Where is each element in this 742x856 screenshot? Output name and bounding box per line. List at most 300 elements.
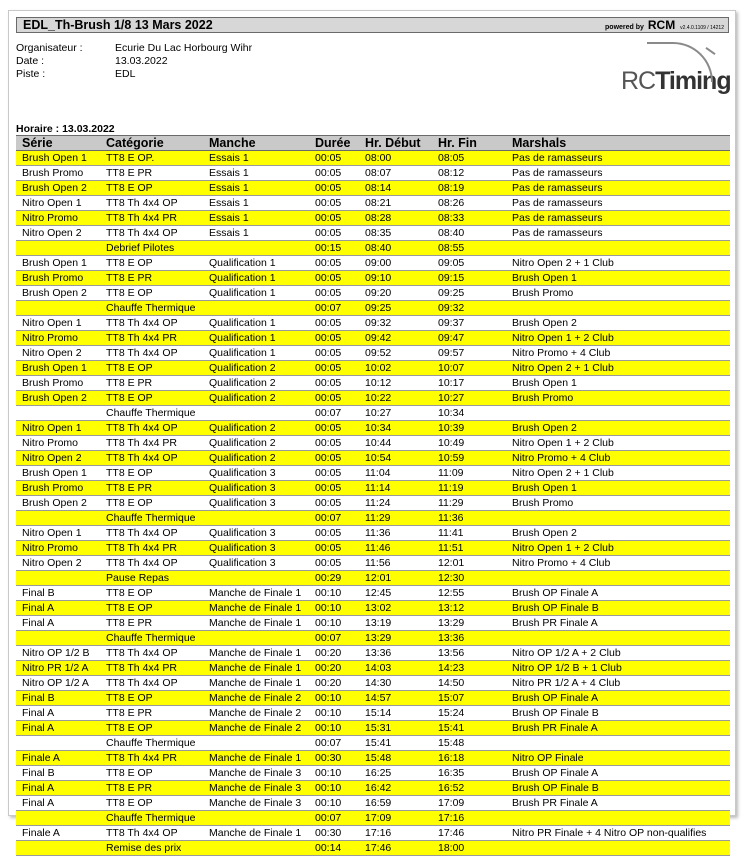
- hr-fin-cell: 18:00: [432, 841, 506, 856]
- hr-fin-cell: 09:05: [432, 256, 506, 271]
- marshals-cell: Nitro PR Finale + 4 Nitro OP non-qualifies: [506, 826, 730, 841]
- table-row: [16, 766, 730, 781]
- marshals-cell: Brush PR Finale A: [506, 616, 730, 631]
- marshals-cell: Brush PR Finale A: [506, 721, 730, 736]
- duree-cell: 00:05: [309, 181, 359, 196]
- serie-cell: Nitro Open 1: [16, 316, 100, 331]
- hr-fin-cell: 08:40: [432, 226, 506, 241]
- duree-cell: 00:05: [309, 271, 359, 286]
- categorie-cell: TT8 Th 4x4 OP: [100, 826, 203, 841]
- manche-cell: Qualification 3: [203, 526, 309, 541]
- marshals-cell: Nitro OP Finale: [506, 751, 730, 766]
- categorie-cell: TT8 Th 4x4 PR: [100, 661, 203, 676]
- column-header-duree: Durée: [309, 136, 359, 151]
- serie-cell: Brush Open 2: [16, 391, 100, 406]
- column-header-hr-fin: Hr. Fin: [432, 136, 506, 151]
- duree-cell: 00:10: [309, 766, 359, 781]
- categorie-cell: Chauffe Thermique: [100, 736, 203, 751]
- duree-cell: 00:05: [309, 256, 359, 271]
- serie-cell: Brush Promo: [16, 376, 100, 391]
- table-row: [16, 661, 730, 676]
- duree-cell: 00:05: [309, 361, 359, 376]
- hr-fin-cell: 11:09: [432, 466, 506, 481]
- manche-cell: Qualification 1: [203, 256, 309, 271]
- duree-cell: 00:05: [309, 316, 359, 331]
- table-row: [16, 631, 730, 646]
- serie-cell: Finale A: [16, 826, 100, 841]
- categorie-cell: TT8 Th 4x4 OP: [100, 556, 203, 571]
- column-header-marshals: Marshals: [506, 136, 730, 151]
- serie-cell: [16, 571, 100, 586]
- duree-cell: 00:05: [309, 211, 359, 226]
- categorie-cell: TT8 Th 4x4 OP: [100, 346, 203, 361]
- manche-cell: Manche de Finale 1: [203, 646, 309, 661]
- table-row: [16, 241, 730, 256]
- manche-cell: Qualification 1: [203, 346, 309, 361]
- categorie-cell: TT8 E PR: [100, 706, 203, 721]
- marshals-cell: Pas de ramasseurs: [506, 166, 730, 181]
- table-row: [16, 361, 730, 376]
- hr-debut-cell: 10:12: [359, 376, 432, 391]
- serie-cell: Nitro Open 1: [16, 421, 100, 436]
- marshals-cell: Brush Promo: [506, 286, 730, 301]
- manche-cell: Manche de Finale 1: [203, 601, 309, 616]
- hr-fin-cell: 11:19: [432, 481, 506, 496]
- hr-fin-cell: 09:32: [432, 301, 506, 316]
- hr-fin-cell: 13:36: [432, 631, 506, 646]
- manche-cell: Manche de Finale 3: [203, 766, 309, 781]
- serie-cell: Nitro Promo: [16, 331, 100, 346]
- manche-cell: Qualification 3: [203, 496, 309, 511]
- categorie-cell: Chauffe Thermique: [100, 811, 203, 826]
- duree-cell: 00:10: [309, 781, 359, 796]
- hr-debut-cell: 11:36: [359, 526, 432, 541]
- hr-fin-cell: 10:17: [432, 376, 506, 391]
- categorie-cell: Chauffe Thermique: [100, 406, 203, 421]
- hr-debut-cell: 09:32: [359, 316, 432, 331]
- marshals-cell: Nitro Open 1 + 2 Club: [506, 331, 730, 346]
- marshals-cell: Nitro Open 2 + 1 Club: [506, 466, 730, 481]
- hr-debut-cell: 16:25: [359, 766, 432, 781]
- duree-cell: 00:05: [309, 151, 359, 166]
- categorie-cell: TT8 E OP: [100, 181, 203, 196]
- serie-cell: Final A: [16, 781, 100, 796]
- hr-debut-cell: 13:36: [359, 646, 432, 661]
- info-value: Ecurie Du Lac Horbourg Wihr: [115, 42, 253, 54]
- manche-cell: Manche de Finale 3: [203, 781, 309, 796]
- table-row: [16, 286, 730, 301]
- marshals-cell: Brush Open 2: [506, 316, 730, 331]
- manche-cell: Qualification 2: [203, 451, 309, 466]
- hr-fin-cell: 15:48: [432, 736, 506, 751]
- marshals-cell: Brush Promo: [506, 391, 730, 406]
- hr-fin-cell: 11:36: [432, 511, 506, 526]
- hr-debut-cell: 11:04: [359, 466, 432, 481]
- table-row: [16, 316, 730, 331]
- hr-fin-cell: 09:47: [432, 331, 506, 346]
- powered-by-label: powered by: [605, 24, 644, 31]
- serie-cell: Brush Open 2: [16, 286, 100, 301]
- duree-cell: 00:29: [309, 571, 359, 586]
- categorie-cell: Chauffe Thermique: [100, 631, 203, 646]
- serie-cell: [16, 811, 100, 826]
- hr-fin-cell: 13:29: [432, 616, 506, 631]
- categorie-cell: TT8 E OP: [100, 586, 203, 601]
- marshals-cell: Nitro PR 1/2 A + 4 Club: [506, 676, 730, 691]
- hr-debut-cell: 16:42: [359, 781, 432, 796]
- table-row: [16, 196, 730, 211]
- manche-cell: [203, 301, 309, 316]
- serie-cell: [16, 511, 100, 526]
- categorie-cell: TT8 E PR: [100, 781, 203, 796]
- categorie-cell: TT8 Th 4x4 OP: [100, 316, 203, 331]
- serie-cell: Brush Open 1: [16, 361, 100, 376]
- duree-cell: 00:07: [309, 631, 359, 646]
- table-row: [16, 151, 730, 166]
- table-row: [16, 706, 730, 721]
- hr-debut-cell: 15:48: [359, 751, 432, 766]
- categorie-cell: Pause Repas: [100, 571, 203, 586]
- manche-cell: Manche de Finale 1: [203, 616, 309, 631]
- hr-fin-cell: 08:05: [432, 151, 506, 166]
- marshals-cell: Nitro Promo + 4 Club: [506, 346, 730, 361]
- table-row: [16, 691, 730, 706]
- report-title: EDL_Th-Brush 1/8 13 Mars 2022: [23, 18, 213, 32]
- categorie-cell: TT8 Th 4x4 OP: [100, 451, 203, 466]
- hr-fin-cell: 10:39: [432, 421, 506, 436]
- serie-cell: Nitro Promo: [16, 211, 100, 226]
- serie-cell: Final B: [16, 691, 100, 706]
- serie-cell: Brush Promo: [16, 481, 100, 496]
- marshals-cell: [506, 571, 730, 586]
- table-row: [16, 736, 730, 751]
- marshals-cell: Brush PR Finale A: [506, 796, 730, 811]
- hr-debut-cell: 10:34: [359, 421, 432, 436]
- marshals-cell: Pas de ramasseurs: [506, 211, 730, 226]
- categorie-cell: TT8 E PR: [100, 166, 203, 181]
- hr-debut-cell: 09:52: [359, 346, 432, 361]
- hr-fin-cell: 16:35: [432, 766, 506, 781]
- marshals-cell: Nitro OP 1/2 A + 2 Club: [506, 646, 730, 661]
- table-row: [16, 496, 730, 511]
- marshals-cell: Brush Open 1: [506, 376, 730, 391]
- hr-fin-cell: 12:55: [432, 586, 506, 601]
- manche-cell: [203, 241, 309, 256]
- rcm-brand: RCM: [647, 18, 676, 32]
- hr-fin-cell: 16:52: [432, 781, 506, 796]
- duree-cell: 00:10: [309, 586, 359, 601]
- marshals-cell: Brush Open 2: [506, 421, 730, 436]
- serie-cell: Final A: [16, 796, 100, 811]
- hr-debut-cell: 09:10: [359, 271, 432, 286]
- hr-fin-cell: 11:41: [432, 526, 506, 541]
- manche-cell: Qualification 1: [203, 331, 309, 346]
- marshals-cell: [506, 241, 730, 256]
- hr-fin-cell: 10:27: [432, 391, 506, 406]
- hr-debut-cell: 08:35: [359, 226, 432, 241]
- duree-cell: 00:30: [309, 826, 359, 841]
- manche-cell: Manche de Finale 1: [203, 676, 309, 691]
- manche-cell: Qualification 3: [203, 556, 309, 571]
- serie-cell: Nitro Open 2: [16, 451, 100, 466]
- hr-fin-cell: 17:09: [432, 796, 506, 811]
- duree-cell: 00:07: [309, 736, 359, 751]
- hr-fin-cell: 16:18: [432, 751, 506, 766]
- categorie-cell: TT8 Th 4x4 OP: [100, 421, 203, 436]
- duree-cell: 00:05: [309, 391, 359, 406]
- hr-debut-cell: 10:22: [359, 391, 432, 406]
- table-row: [16, 421, 730, 436]
- hr-debut-cell: 16:59: [359, 796, 432, 811]
- hr-debut-cell: 17:46: [359, 841, 432, 856]
- categorie-cell: TT8 E OP: [100, 286, 203, 301]
- duree-cell: 00:05: [309, 421, 359, 436]
- manche-cell: Qualification 2: [203, 421, 309, 436]
- hr-debut-cell: 09:00: [359, 256, 432, 271]
- marshals-cell: [506, 301, 730, 316]
- categorie-cell: TT8 E OP.: [100, 151, 203, 166]
- categorie-cell: TT8 E OP: [100, 691, 203, 706]
- duree-cell: 00:05: [309, 481, 359, 496]
- marshals-cell: Brush Open 2: [506, 526, 730, 541]
- serie-cell: [16, 301, 100, 316]
- hr-fin-cell: 12:30: [432, 571, 506, 586]
- hr-debut-cell: 10:54: [359, 451, 432, 466]
- marshals-cell: [506, 811, 730, 826]
- categorie-cell: TT8 E PR: [100, 376, 203, 391]
- info-label: Date :: [16, 55, 45, 67]
- manche-cell: Qualification 1: [203, 286, 309, 301]
- hr-debut-cell: 10:27: [359, 406, 432, 421]
- marshals-cell: [506, 511, 730, 526]
- hr-fin-cell: 09:15: [432, 271, 506, 286]
- manche-cell: Qualification 3: [203, 541, 309, 556]
- info-label: Piste :: [16, 68, 46, 80]
- table-header-row: [16, 136, 730, 151]
- hr-fin-cell: 08:33: [432, 211, 506, 226]
- serie-cell: Nitro OP 1/2 B: [16, 646, 100, 661]
- marshals-cell: [506, 631, 730, 646]
- table-row: [16, 586, 730, 601]
- hr-fin-cell: 12:01: [432, 556, 506, 571]
- table-row: [16, 721, 730, 736]
- marshals-cell: Pas de ramasseurs: [506, 151, 730, 166]
- marshals-cell: Brush OP Finale A: [506, 586, 730, 601]
- serie-cell: Final B: [16, 586, 100, 601]
- duree-cell: 00:05: [309, 541, 359, 556]
- table-row: [16, 646, 730, 661]
- table-row: [16, 556, 730, 571]
- hr-fin-cell: 08:55: [432, 241, 506, 256]
- manche-cell: Qualification 3: [203, 466, 309, 481]
- hr-fin-cell: 08:12: [432, 166, 506, 181]
- categorie-cell: TT8 Th 4x4 OP: [100, 646, 203, 661]
- hr-debut-cell: 10:44: [359, 436, 432, 451]
- marshals-cell: [506, 406, 730, 421]
- categorie-cell: TT8 Th 4x4 PR: [100, 331, 203, 346]
- marshals-cell: Nitro Open 2 + 1 Club: [506, 361, 730, 376]
- table-row: [16, 451, 730, 466]
- schedule-table: [16, 135, 730, 856]
- version-label: v2.4.0.1109 / 14212: [680, 25, 724, 31]
- duree-cell: 00:05: [309, 526, 359, 541]
- duree-cell: 00:07: [309, 301, 359, 316]
- categorie-cell: TT8 Th 4x4 OP: [100, 676, 203, 691]
- serie-cell: Final A: [16, 616, 100, 631]
- duree-cell: 00:14: [309, 841, 359, 856]
- hr-debut-cell: 08:28: [359, 211, 432, 226]
- manche-cell: Qualification 1: [203, 316, 309, 331]
- manche-cell: Manche de Finale 1: [203, 826, 309, 841]
- hr-debut-cell: 14:30: [359, 676, 432, 691]
- info-label: Organisateur :: [16, 42, 83, 54]
- hr-fin-cell: 15:24: [432, 706, 506, 721]
- table-row: [16, 466, 730, 481]
- column-header-categorie: Catégorie: [100, 136, 203, 151]
- duree-cell: 00:20: [309, 661, 359, 676]
- duree-cell: 00:07: [309, 811, 359, 826]
- hr-debut-cell: 15:14: [359, 706, 432, 721]
- marshals-cell: Brush OP Finale B: [506, 781, 730, 796]
- hr-fin-cell: 15:07: [432, 691, 506, 706]
- table-row: [16, 616, 730, 631]
- serie-cell: Brush Open 1: [16, 151, 100, 166]
- duree-cell: 00:05: [309, 556, 359, 571]
- manche-cell: [203, 406, 309, 421]
- marshals-cell: Nitro Promo + 4 Club: [506, 451, 730, 466]
- manche-cell: Manche de Finale 1: [203, 751, 309, 766]
- marshals-cell: [506, 736, 730, 751]
- duree-cell: 00:20: [309, 646, 359, 661]
- hr-fin-cell: 10:07: [432, 361, 506, 376]
- hr-fin-cell: 10:49: [432, 436, 506, 451]
- duree-cell: 00:07: [309, 406, 359, 421]
- schedule-body: [16, 151, 730, 856]
- hr-debut-cell: 09:20: [359, 286, 432, 301]
- manche-cell: Essais 1: [203, 181, 309, 196]
- categorie-cell: Chauffe Thermique: [100, 301, 203, 316]
- serie-cell: Brush Open 1: [16, 466, 100, 481]
- hr-debut-cell: 09:42: [359, 331, 432, 346]
- table-row: [16, 346, 730, 361]
- serie-cell: Brush Open 2: [16, 496, 100, 511]
- table-row: [16, 376, 730, 391]
- table-row: [16, 271, 730, 286]
- categorie-cell: TT8 Th 4x4 OP: [100, 226, 203, 241]
- manche-cell: Essais 1: [203, 211, 309, 226]
- table-row: [16, 391, 730, 406]
- hr-debut-cell: 13:29: [359, 631, 432, 646]
- table-row: [16, 841, 730, 856]
- hr-fin-cell: 10:59: [432, 451, 506, 466]
- categorie-cell: TT8 E OP: [100, 256, 203, 271]
- serie-cell: [16, 736, 100, 751]
- table-row: [16, 166, 730, 181]
- table-row: [16, 811, 730, 826]
- schedule-heading: Horaire : 13.03.2022: [16, 123, 115, 135]
- table-row: [16, 436, 730, 451]
- hr-fin-cell: 09:25: [432, 286, 506, 301]
- categorie-cell: TT8 E OP: [100, 796, 203, 811]
- marshals-cell: Brush OP Finale B: [506, 601, 730, 616]
- hr-debut-cell: 17:09: [359, 811, 432, 826]
- duree-cell: 00:10: [309, 706, 359, 721]
- manche-cell: [203, 571, 309, 586]
- hr-debut-cell: 15:31: [359, 721, 432, 736]
- marshals-cell: Brush OP Finale A: [506, 691, 730, 706]
- manche-cell: [203, 841, 309, 856]
- manche-cell: Essais 1: [203, 151, 309, 166]
- serie-cell: Nitro OP 1/2 A: [16, 676, 100, 691]
- table-row: [16, 571, 730, 586]
- hr-debut-cell: 08:40: [359, 241, 432, 256]
- marshals-cell: Nitro Open 2 + 1 Club: [506, 256, 730, 271]
- duree-cell: 00:10: [309, 796, 359, 811]
- table-row: [16, 676, 730, 691]
- serie-cell: [16, 631, 100, 646]
- hr-fin-cell: 14:23: [432, 661, 506, 676]
- hr-fin-cell: 11:29: [432, 496, 506, 511]
- hr-fin-cell: 09:57: [432, 346, 506, 361]
- duree-cell: 00:10: [309, 691, 359, 706]
- categorie-cell: TT8 Th 4x4 PR: [100, 751, 203, 766]
- serie-cell: Nitro Open 1: [16, 526, 100, 541]
- column-header-serie: Série: [16, 136, 100, 151]
- hr-debut-cell: 11:29: [359, 511, 432, 526]
- hr-fin-cell: 13:12: [432, 601, 506, 616]
- hr-debut-cell: 10:02: [359, 361, 432, 376]
- manche-cell: Manche de Finale 3: [203, 796, 309, 811]
- hr-fin-cell: 09:37: [432, 316, 506, 331]
- marshals-cell: Brush OP Finale B: [506, 706, 730, 721]
- categorie-cell: TT8 E OP: [100, 361, 203, 376]
- duree-cell: 00:05: [309, 196, 359, 211]
- serie-cell: [16, 406, 100, 421]
- serie-cell: [16, 841, 100, 856]
- duree-cell: 00:05: [309, 451, 359, 466]
- serie-cell: Final A: [16, 721, 100, 736]
- duree-cell: 00:05: [309, 286, 359, 301]
- categorie-cell: TT8 E OP: [100, 766, 203, 781]
- serie-cell: Nitro Promo: [16, 541, 100, 556]
- serie-cell: Nitro Open 2: [16, 346, 100, 361]
- duree-cell: 00:10: [309, 601, 359, 616]
- powered-by: [605, 18, 724, 36]
- serie-cell: Nitro Open 1: [16, 196, 100, 211]
- table-row: [16, 781, 730, 796]
- manche-cell: Manche de Finale 2: [203, 691, 309, 706]
- marshals-cell: Brush OP Finale A: [506, 766, 730, 781]
- table-row: [16, 406, 730, 421]
- serie-cell: Finale A: [16, 751, 100, 766]
- table-row: [16, 511, 730, 526]
- marshals-cell: Brush Open 1: [506, 481, 730, 496]
- categorie-cell: TT8 E PR: [100, 481, 203, 496]
- categorie-cell: Debrief Pilotes: [100, 241, 203, 256]
- hr-fin-cell: 17:16: [432, 811, 506, 826]
- marshals-cell: Nitro Open 1 + 2 Club: [506, 541, 730, 556]
- manche-cell: [203, 811, 309, 826]
- serie-cell: Nitro Open 2: [16, 226, 100, 241]
- manche-cell: Manche de Finale 2: [203, 706, 309, 721]
- table-row: [16, 796, 730, 811]
- marshals-cell: [506, 841, 730, 856]
- categorie-cell: TT8 Th 4x4 PR: [100, 436, 203, 451]
- manche-cell: Qualification 2: [203, 361, 309, 376]
- hr-debut-cell: 14:03: [359, 661, 432, 676]
- manche-cell: Essais 1: [203, 226, 309, 241]
- serie-cell: Brush Open 2: [16, 181, 100, 196]
